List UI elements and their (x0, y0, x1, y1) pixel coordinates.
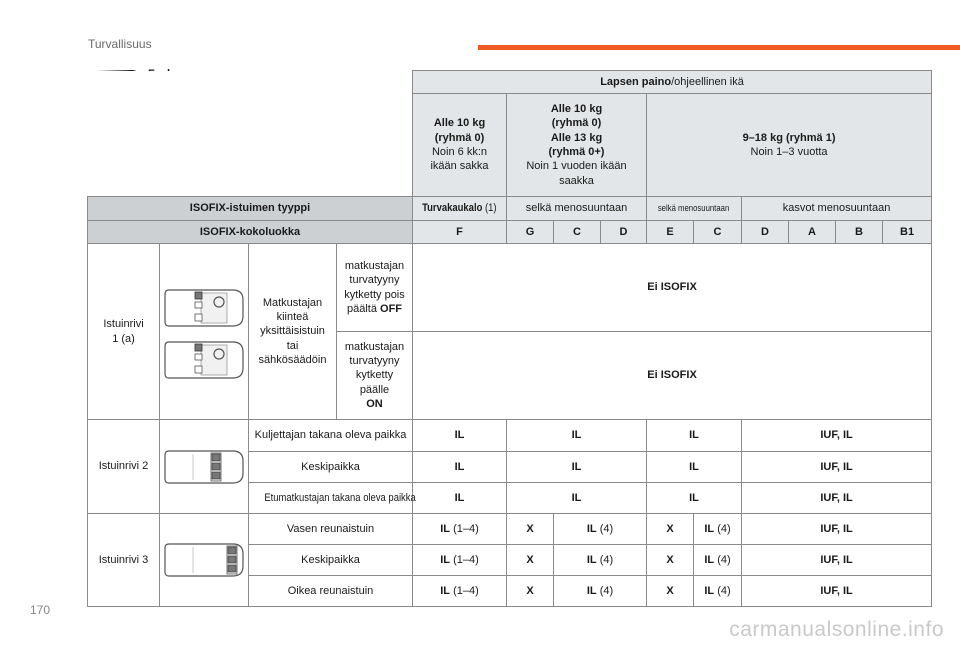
isofix-table (87, 70, 932, 607)
size-class: B1 (883, 221, 932, 244)
row3-label: Istuinrivi 3 (88, 514, 160, 607)
row3-car-diagram (160, 514, 249, 607)
size-class: D (601, 221, 647, 244)
value-cell: IL (507, 452, 647, 483)
seat-name: Vasen reunaistuin (249, 514, 413, 545)
size-class-label: ISOFIX-kokoluokka (88, 221, 413, 244)
size-class: F (413, 221, 507, 244)
row1-seat-desc: Matkustajan kiinteä yksittäisistuin tai sähkösäädöin (249, 244, 337, 420)
value-cell: IL (1–4) (413, 514, 507, 545)
value-cell: IUF, IL (742, 545, 932, 576)
car-row1-icon (163, 282, 247, 382)
weight-group-0: Alle 10 kg (ryhmä 0) Noin 6 kk:n ikään sakka (413, 94, 507, 197)
value-cell: IL (647, 420, 742, 452)
weight-group-0plus: Alle 10 kg (ryhmä 0) Alle 13 kg (ryhmä 0+) Noin 1 vuoden ikään saakka (507, 94, 647, 197)
value-cell: IL (4) (554, 576, 647, 607)
size-class: D (742, 221, 789, 244)
seat-type-forward-facing: kasvot menosuuntaan (742, 197, 932, 221)
size-class: A (789, 221, 836, 244)
seat-name: Etumatkustajan takana oleva paikka (249, 483, 413, 514)
seat-type-rear-facing: selkä menosuuntaan (507, 197, 647, 221)
value-cell: IL (507, 420, 647, 452)
airbag-on-cell: matkustajan turvatyyny kytketty päälle ON (337, 332, 413, 420)
value-cell: X (647, 545, 694, 576)
value-cell: IUF, IL (742, 483, 932, 514)
value-cell: IL (4) (694, 576, 742, 607)
value-cell: IL (4) (554, 514, 647, 545)
seat-name: Kuljettajan takana oleva paikka (249, 420, 413, 452)
value-cell: X (647, 514, 694, 545)
value-cell: IL (1–4) (413, 576, 507, 607)
value-cell: IL (647, 483, 742, 514)
airbag-on-value: Ei ISOFIX (413, 332, 932, 420)
value-cell: X (507, 576, 554, 607)
value-cell: IL (647, 452, 742, 483)
weight-header: Lapsen paino/ohjeellinen ikä (413, 71, 932, 94)
car-row3-icon (163, 538, 247, 582)
car-top-icon (165, 290, 243, 326)
seat-name: Oikea reunaistuin (249, 576, 413, 607)
value-cell: IL (413, 483, 507, 514)
value-cell: IL (507, 483, 647, 514)
value-cell: IL (413, 452, 507, 483)
value-cell: IUF, IL (742, 420, 932, 452)
airbag-off-cell: matkustajan turvatyyny kytketty pois päältä OFF (337, 244, 413, 332)
seat-name: Keskipaikka (249, 545, 413, 576)
car-top-icon (165, 342, 243, 378)
value-cell: IL (4) (694, 545, 742, 576)
value-cell: IL (4) (694, 514, 742, 545)
table-row (88, 420, 932, 452)
seat-type-rear-facing-small: selkä menosuuntaan (647, 197, 742, 221)
size-class: C (694, 221, 742, 244)
weight-group-1: 9–18 kg (ryhmä 1) Noin 1–3 vuotta (647, 94, 932, 197)
size-class: C (554, 221, 601, 244)
row1-label: Istuinrivi 1 (a) (88, 244, 160, 420)
value-cell: IUF, IL (742, 514, 932, 545)
value-cell: IUF, IL (742, 576, 932, 607)
section-title: Turvallisuus (88, 37, 152, 51)
row2-car-diagram (160, 420, 249, 514)
airbag-off-value: Ei ISOFIX (413, 244, 932, 332)
car-row2-icon (163, 445, 247, 489)
watermark: carmanualsonline.info (729, 618, 944, 641)
seat-type-carrycot: Turvakaukalo (1) (413, 197, 507, 221)
size-class-row (88, 221, 932, 244)
value-cell: X (507, 514, 554, 545)
size-class: G (507, 221, 554, 244)
value-cell: X (647, 576, 694, 607)
value-cell: IUF, IL (742, 452, 932, 483)
seat-name: Keskipaikka (249, 452, 413, 483)
value-cell: IL (1–4) (413, 545, 507, 576)
value-cell: X (507, 545, 554, 576)
row2-label: Istuinrivi 2 (88, 420, 160, 514)
size-class: B (836, 221, 883, 244)
accent-bar (478, 45, 960, 50)
table-row (88, 514, 932, 545)
value-cell: IL (4) (554, 545, 647, 576)
size-class: E (647, 221, 694, 244)
row1-car-diagram (160, 244, 249, 420)
page-number: 170 (30, 603, 51, 617)
value-cell: IL (413, 420, 507, 452)
seat-type-label: ISOFIX-istuimen tyyppi (88, 197, 413, 221)
